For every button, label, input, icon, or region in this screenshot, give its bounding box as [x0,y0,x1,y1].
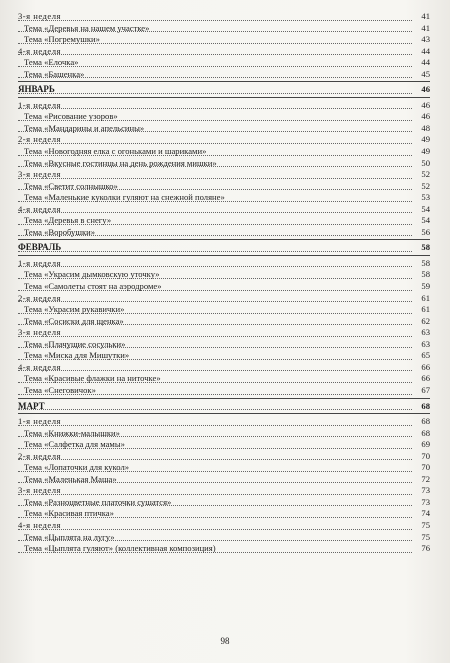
toc-week-row [18,327,430,339]
toc-entry-page: 73 [421,485,430,496]
toc-entry-title: Тема «Вкусные гостинцы на день рождения мишки» [24,157,217,168]
toc-topic-row [18,474,430,486]
toc-week-row [18,451,430,463]
toc-week-row [18,100,430,112]
toc-entry-page: 44 [421,45,430,56]
toc-topic-row [18,34,430,46]
toc-entry-title: ЯНВАРЬ [18,84,55,95]
toc-topic-row [18,69,430,81]
toc-entry-title: 3-я неделя [18,11,61,21]
toc-entry-page: 70 [421,462,430,473]
toc-topic-row [18,339,430,351]
toc-entry-title: 4-я неделя [18,203,61,214]
toc-entry-page: 65 [421,350,430,361]
toc-entry-page: 68 [421,427,430,438]
toc-entry-title: 2-я неделя [18,134,61,145]
toc-topic-row [18,508,430,520]
toc-entry-title: 4-я неделя [18,45,61,56]
toc-entry-page: 75 [421,531,430,542]
toc-entry-page: 59 [421,281,430,292]
toc-topic-row [18,181,430,193]
toc-topic-row [18,227,430,239]
toc-entry-page: 68 [421,416,430,427]
toc-entry-title: ФЕВРАЛЬ [18,242,62,253]
dot-leader [18,459,412,460]
toc-entry-title: Тема «Лопаточки для кукол» [24,462,130,473]
toc-entry-title: 3-я неделя [18,169,61,180]
toc-entry-title: Тема «Сосиски для щенка» [24,315,124,326]
dot-leader [18,93,412,94]
toc-entry-title: 3-я неделя [18,327,61,338]
toc-entry-page: 58 [421,257,430,268]
toc-entry-page: 46 [421,84,430,95]
toc-topic-row [18,192,430,204]
toc-entry-title: 3-я неделя [18,485,61,496]
toc-entry-page: 45 [421,68,430,79]
toc-entry-page: 68 [421,400,430,411]
toc-topic-row [18,146,430,158]
toc-topic-row [18,281,430,293]
toc-entry-title: Тема «Миска для Мишутки» [24,350,130,361]
toc-week-row [18,46,430,58]
toc-entry-title: 1-я неделя [18,99,61,110]
toc-topic-row [18,428,430,440]
toc-week-row [18,520,430,532]
toc-entry-page: 58 [421,269,430,280]
toc-entry-title: Тема «Книжки-малышки» [24,427,120,438]
toc-entry-page: 49 [421,134,430,145]
toc-entry-title: Тема «Маленькая Маша» [24,473,117,484]
toc-entry-title: Тема «Рисование узоров» [24,111,118,122]
toc-entry-page: 69 [421,439,430,450]
toc-entry-page: 58 [421,242,430,253]
toc-week-row [18,134,430,146]
toc-entry-title: 1-я неделя [18,257,61,268]
dot-leader [18,336,412,337]
dot-leader [18,529,412,530]
toc-topic-row [18,316,430,328]
toc-entry-page: 67 [421,384,430,395]
toc-entry-page: 75 [421,519,430,530]
dot-leader [18,212,412,213]
toc-entry-title: 1-я неделя [18,416,61,427]
toc-entry-title: Тема «Цыплята на лугу» [24,531,115,542]
toc-week-row [18,485,430,497]
toc-entry-page: 46 [421,99,430,110]
toc-topic-row [18,23,430,35]
toc-entry-title: Тема «Маленькие куколки гуляют на снежной поляне» [24,192,225,203]
toc-entry-page: 61 [421,292,430,303]
toc-entry-title: 4-я неделя [18,361,61,372]
toc-entry-title: 2-я неделя [18,292,61,303]
toc-topic-row [18,57,430,69]
toc-entry-title: Тема «Салфетка для мамы» [24,439,125,450]
toc-topic-row [18,269,430,281]
toc-entry-title: МАРТ [18,400,45,411]
toc-entry-page: 63 [421,338,430,349]
toc-entry-page: 41 [421,11,430,21]
toc-entry-page: 73 [421,496,430,507]
toc-entry-title: Тема «Деревья в снегу» [24,215,112,226]
toc-week-row [18,362,430,374]
toc-week-row [18,258,430,270]
toc-topic-row [18,350,430,362]
toc-entry-page: 66 [421,373,430,384]
section-divider [18,255,430,256]
toc-entry-title: Тема «Деревья на нашем участке» [24,22,150,33]
toc-entry-page: 46 [421,111,430,122]
toc-entry-title: Тема «Украсим рукавички» [24,304,125,315]
dot-leader [18,425,412,426]
toc-month-row [18,401,430,413]
toc-entry-page: 70 [421,450,430,461]
toc-topic-row [18,373,430,385]
toc-entry-title: 2-я неделя [18,450,61,461]
toc-topic-row [18,158,430,170]
toc-entry-title: Тема «Украсим дымковскую уточку» [24,269,160,280]
toc-entry-title: Тема «Светит солнышко» [24,180,118,191]
toc-entry-page: 72 [421,473,430,484]
dot-leader [18,251,412,252]
toc-entry-title: Тема «Новогодняя елка с огоньками и шариками» [24,146,207,157]
toc-entry-page: 41 [421,22,430,33]
toc-entry-page: 61 [421,304,430,315]
toc-entry-page: 43 [421,34,430,45]
toc-entry-page: 49 [421,146,430,157]
section-divider [18,239,430,240]
toc-entry-title: Тема «Цыплята гуляют» (коллективная композиция) [24,543,216,554]
toc-entry-page: 66 [421,361,430,372]
dot-leader [18,20,412,21]
toc-entry-page: 50 [421,157,430,168]
section-divider [18,413,430,414]
dot-leader [18,266,412,267]
toc-month-row [18,84,430,96]
dot-leader [18,108,412,109]
toc-month-row [18,242,430,254]
section-divider [18,398,430,399]
toc-entry-page: 74 [421,508,430,519]
toc-entry-title: Тема «Погремушки» [24,34,100,45]
toc-week-row [18,169,430,181]
dot-leader [18,494,412,495]
toc-entry-page: 63 [421,327,430,338]
toc-entry-page: 48 [421,122,430,133]
toc-entry-page: 62 [421,315,430,326]
dot-leader [18,178,412,179]
toc-week-row [18,416,430,428]
toc-entry-page: 52 [421,169,430,180]
toc-week-row [18,11,430,23]
dot-leader [18,143,412,144]
toc-entry-page: 76 [421,543,430,554]
toc-week-row [18,293,430,305]
page-number: 98 [220,636,230,646]
toc-topic-row [18,532,430,544]
toc-topic-row [18,123,430,135]
section-divider [18,97,430,98]
toc-topic-row [18,111,430,123]
toc-entry-page: 54 [421,203,430,214]
dot-leader [18,370,412,371]
toc-entry-title: Тема «Красивая птичка» [24,508,114,519]
toc-entry-page: 44 [421,57,430,68]
toc-topic-row [18,543,430,555]
dot-leader [18,301,412,302]
toc-entry-page: 52 [421,180,430,191]
toc-topic-row [18,304,430,316]
toc-entry-title: Тема «Воробушки» [24,226,96,237]
toc-entry-title: Тема «Самолеты стоят на аэродроме» [24,281,162,292]
toc-entry-title: Тема «Башенка» [24,68,85,79]
toc-topic-row [18,497,430,509]
toc-week-row [18,204,430,216]
dot-leader [18,409,412,410]
toc-topic-row [18,215,430,227]
toc-entry-page: 54 [421,215,430,226]
toc-entry-title: Тема «Красивые флажки на ниточке» [24,373,161,384]
table-of-contents [18,0,430,555]
toc-entry-title: 4-я неделя [18,519,61,530]
toc-entry-page: 53 [421,192,430,203]
toc-entry-page: 56 [421,226,430,237]
section-divider [18,81,430,82]
toc-topic-row [18,462,430,474]
toc-entry-title: Тема «Разноцветные платочки сушатся» [24,496,172,507]
toc-entry-title: Тема «Елочка» [24,57,79,68]
toc-topic-row [18,439,430,451]
toc-topic-row [18,385,430,397]
dot-leader [18,54,412,55]
toc-entry-title: Тема «Снеговичок» [24,384,96,395]
toc-entry-title: Тема «Мандарины и апельсины» [24,122,145,133]
toc-entry-title: Тема «Плачущие сосульки» [24,338,126,349]
